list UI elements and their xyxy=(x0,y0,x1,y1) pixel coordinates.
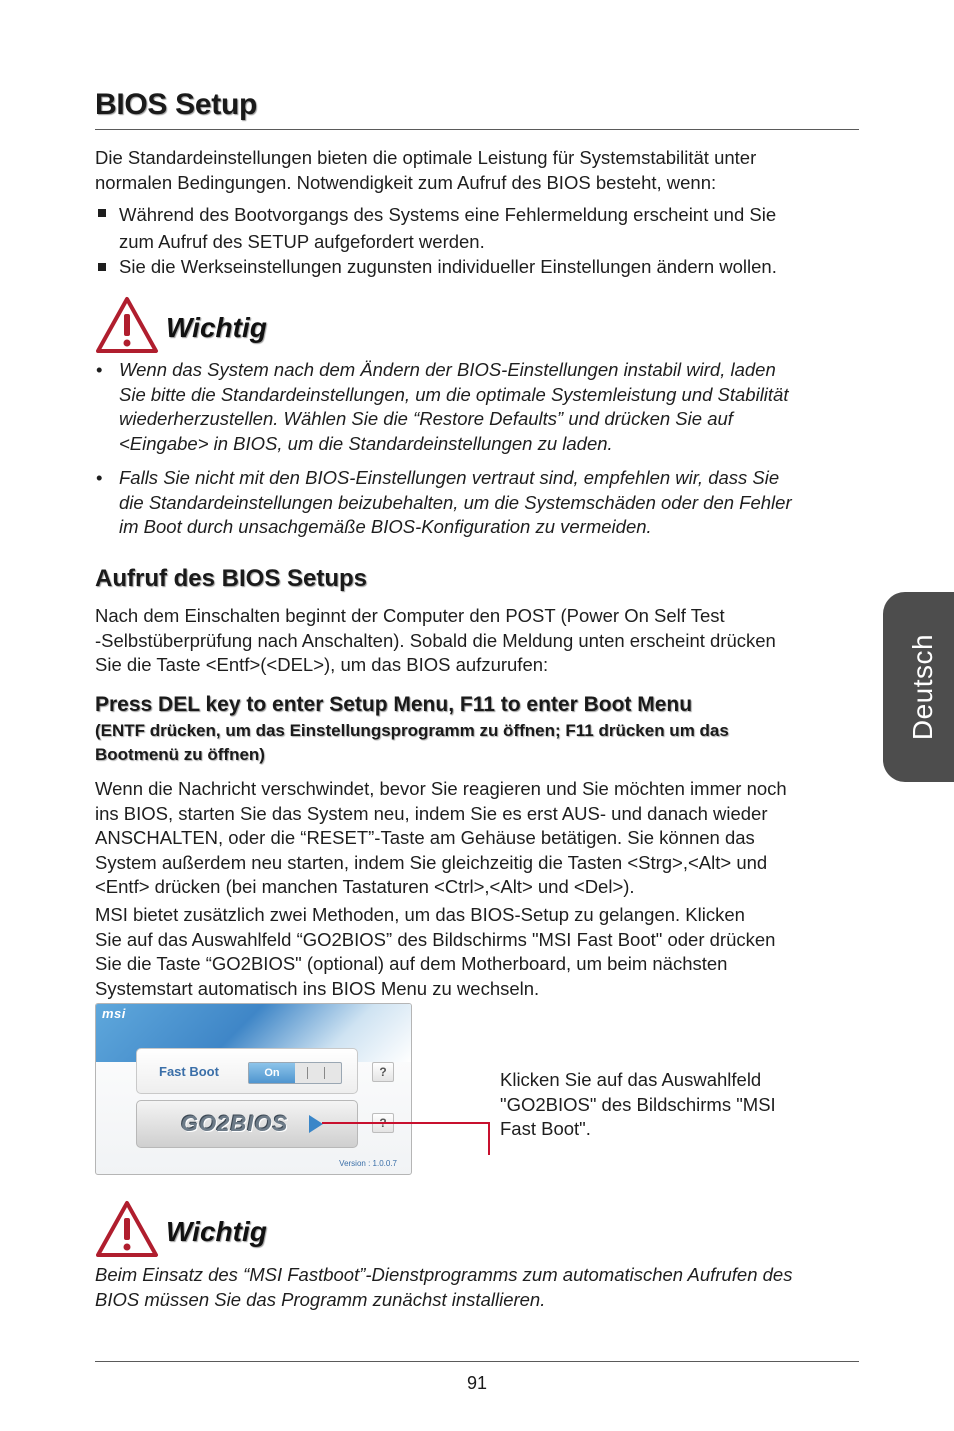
notice-line: wiederherzustellen. Wählen Sie die “Restore Defaults” und drücken Sie auf xyxy=(119,408,733,429)
callout-line xyxy=(488,1122,490,1155)
arrow-right-icon xyxy=(309,1115,323,1133)
notice-text xyxy=(95,1263,792,1312)
notice-bullet-dot: • xyxy=(96,359,103,380)
notice-line: BIOS müssen Sie das Programm zunächst installieren. xyxy=(95,1288,546,1310)
bullet-line: Während des Bootvorgangs des Systems eine Fehlermeldung erscheint und Sie xyxy=(119,204,777,225)
language-tab-label: Deutsch xyxy=(907,633,938,741)
page-number: 91 xyxy=(466,1373,488,1393)
paragraph-line: Nach dem Einschalten beginnt der Computer den POST (Power On Self Test xyxy=(95,605,725,626)
post-message: Press DEL key to enter Setup Menu, F11 to enter Boot Menu xyxy=(95,693,693,716)
paragraph-line: <Entf> drücken (bei manchen Tastaturen <Ctrl>,<Alt> und <Del>). xyxy=(95,876,635,897)
notice-line: Falls Sie nicht mit den BIOS-Einstellungen vertraut sind, empfehlen wir, dass Sie xyxy=(119,467,780,488)
restart-paragraph xyxy=(95,777,787,900)
paragraph-line: Systemstart automatisch ins BIOS Menu zu wechseln. xyxy=(95,977,540,999)
paragraph-line: System außerdem neu starten, indem Sie gleichzeitig die Tasten <Strg>,<Alt> und xyxy=(95,851,768,873)
go2bios-paragraph xyxy=(95,903,775,1001)
translation-line: Bootmenü zu öffnen) xyxy=(95,745,265,764)
notice-line: Wenn das System nach dem Ändern der BIOS-Einstellungen instabil wird, laden xyxy=(119,359,776,380)
toggle-grip-icon xyxy=(307,1067,325,1079)
callout-line-text: Klicken Sie auf das Auswahlfeld xyxy=(500,1069,762,1090)
intro-paragraph xyxy=(95,146,756,195)
paragraph-line: ins BIOS, starten Sie das System neu, indem Sie es erst AUS- und danach wieder xyxy=(95,802,768,824)
notice-bullet-dot: • xyxy=(96,467,103,488)
bullet-item xyxy=(119,201,776,255)
msi-fast-boot-window xyxy=(95,1003,412,1175)
translation-line: (ENTF drücken, um das Einstellungsprogramm zu öffnen; F11 drücken um das xyxy=(95,721,729,740)
bullet-icon xyxy=(98,263,106,271)
notice-item xyxy=(119,358,789,456)
paragraph-line: -Selbstüberprüfung nach Anschalten). Sobald die Meldung unten erscheint drücken xyxy=(95,629,776,651)
post-message-translation xyxy=(95,719,729,767)
fast-boot-label: Fast Boot xyxy=(159,1064,219,1079)
notice-line: Beim Einsatz des “MSI Fastboot”-Dienstprogramms zum automatischen Aufrufen des xyxy=(95,1264,793,1285)
warning-icon xyxy=(95,296,159,354)
intro-line: normalen Bedingungen. Notwendigkeit zum Aufruf des BIOS besteht, wenn: xyxy=(95,171,717,193)
notice-line: im Boot durch unsachgemäße BIOS-Konfiguration zu vermeiden. xyxy=(119,516,652,537)
bullet-icon xyxy=(98,209,106,217)
go2bios-button[interactable] xyxy=(136,1100,358,1148)
footer-rule xyxy=(95,1361,859,1362)
callout-line-text: Fast Boot". xyxy=(500,1118,591,1139)
callout-line xyxy=(322,1122,490,1124)
notice-label: Wichtig xyxy=(166,312,267,343)
notice-label: Wichtig xyxy=(166,1216,267,1247)
paragraph-line: Sie die Taste <Entf>(<DEL>), um das BIOS aufzurufen: xyxy=(95,654,549,675)
fast-boot-row xyxy=(136,1048,358,1094)
bullet-line: Sie die Werkseinstellungen zugunsten individueller Einstellungen ändern wollen. xyxy=(119,256,777,277)
toggle-on-label: On xyxy=(249,1063,295,1083)
language-tab xyxy=(883,592,954,782)
paragraph-line: Sie die Taste “GO2BIOS" (optional) auf dem Motherboard, um beim nächsten xyxy=(95,953,728,974)
msi-logo: msi xyxy=(102,1006,126,1021)
notice-line: Sie bitte die Standardeinstellungen, um die optimale Systemleistung und Stabilität xyxy=(119,383,789,405)
paragraph-line: Sie auf das Auswahlfeld “GO2BIOS” des Bildschirms "MSI Fast Boot" oder drücken xyxy=(95,928,776,950)
notice-item xyxy=(119,466,792,540)
page-title: BIOS Setup xyxy=(95,88,258,121)
callout-line-text: "GO2BIOS" des Bildschirms "MSI xyxy=(500,1093,776,1115)
paragraph-line: ANSCHALTEN, oder die “RESET”-Taste am Gehäuse betätigen. Sie können das xyxy=(95,827,755,848)
intro-line: Die Standardeinstellungen bieten die optimale Leistung für Systemstabilität unter xyxy=(95,147,757,168)
section-heading: Aufruf des BIOS Setups xyxy=(95,565,368,592)
warning-icon xyxy=(95,1200,159,1258)
bullet-line: zum Aufruf des SETUP aufgefordert werden. xyxy=(119,231,485,252)
section-paragraph xyxy=(95,604,776,678)
paragraph-line: Wenn die Nachricht verschwindet, bevor Sie reagieren und Sie möchten immer noch xyxy=(95,778,787,799)
notice-line: die Standardeinstellungen beizubehalten, um die Systemschäden oder den Fehler xyxy=(119,491,792,513)
bullet-item xyxy=(119,255,777,280)
go2bios-label: GO2BIOS xyxy=(181,1111,289,1136)
help-button[interactable]: ? xyxy=(372,1062,394,1082)
title-rule xyxy=(95,129,859,130)
notice-line: <Eingabe> in BIOS, um die Standardeinstellungen zu laden. xyxy=(119,432,613,454)
callout-text xyxy=(500,1068,776,1142)
paragraph-line: MSI bietet zusätzlich zwei Methoden, um das BIOS-Setup zu gelangen. Klicken xyxy=(95,904,745,925)
version-label: Version : 1.0.0.7 xyxy=(339,1159,397,1168)
fast-boot-toggle[interactable] xyxy=(248,1062,342,1084)
